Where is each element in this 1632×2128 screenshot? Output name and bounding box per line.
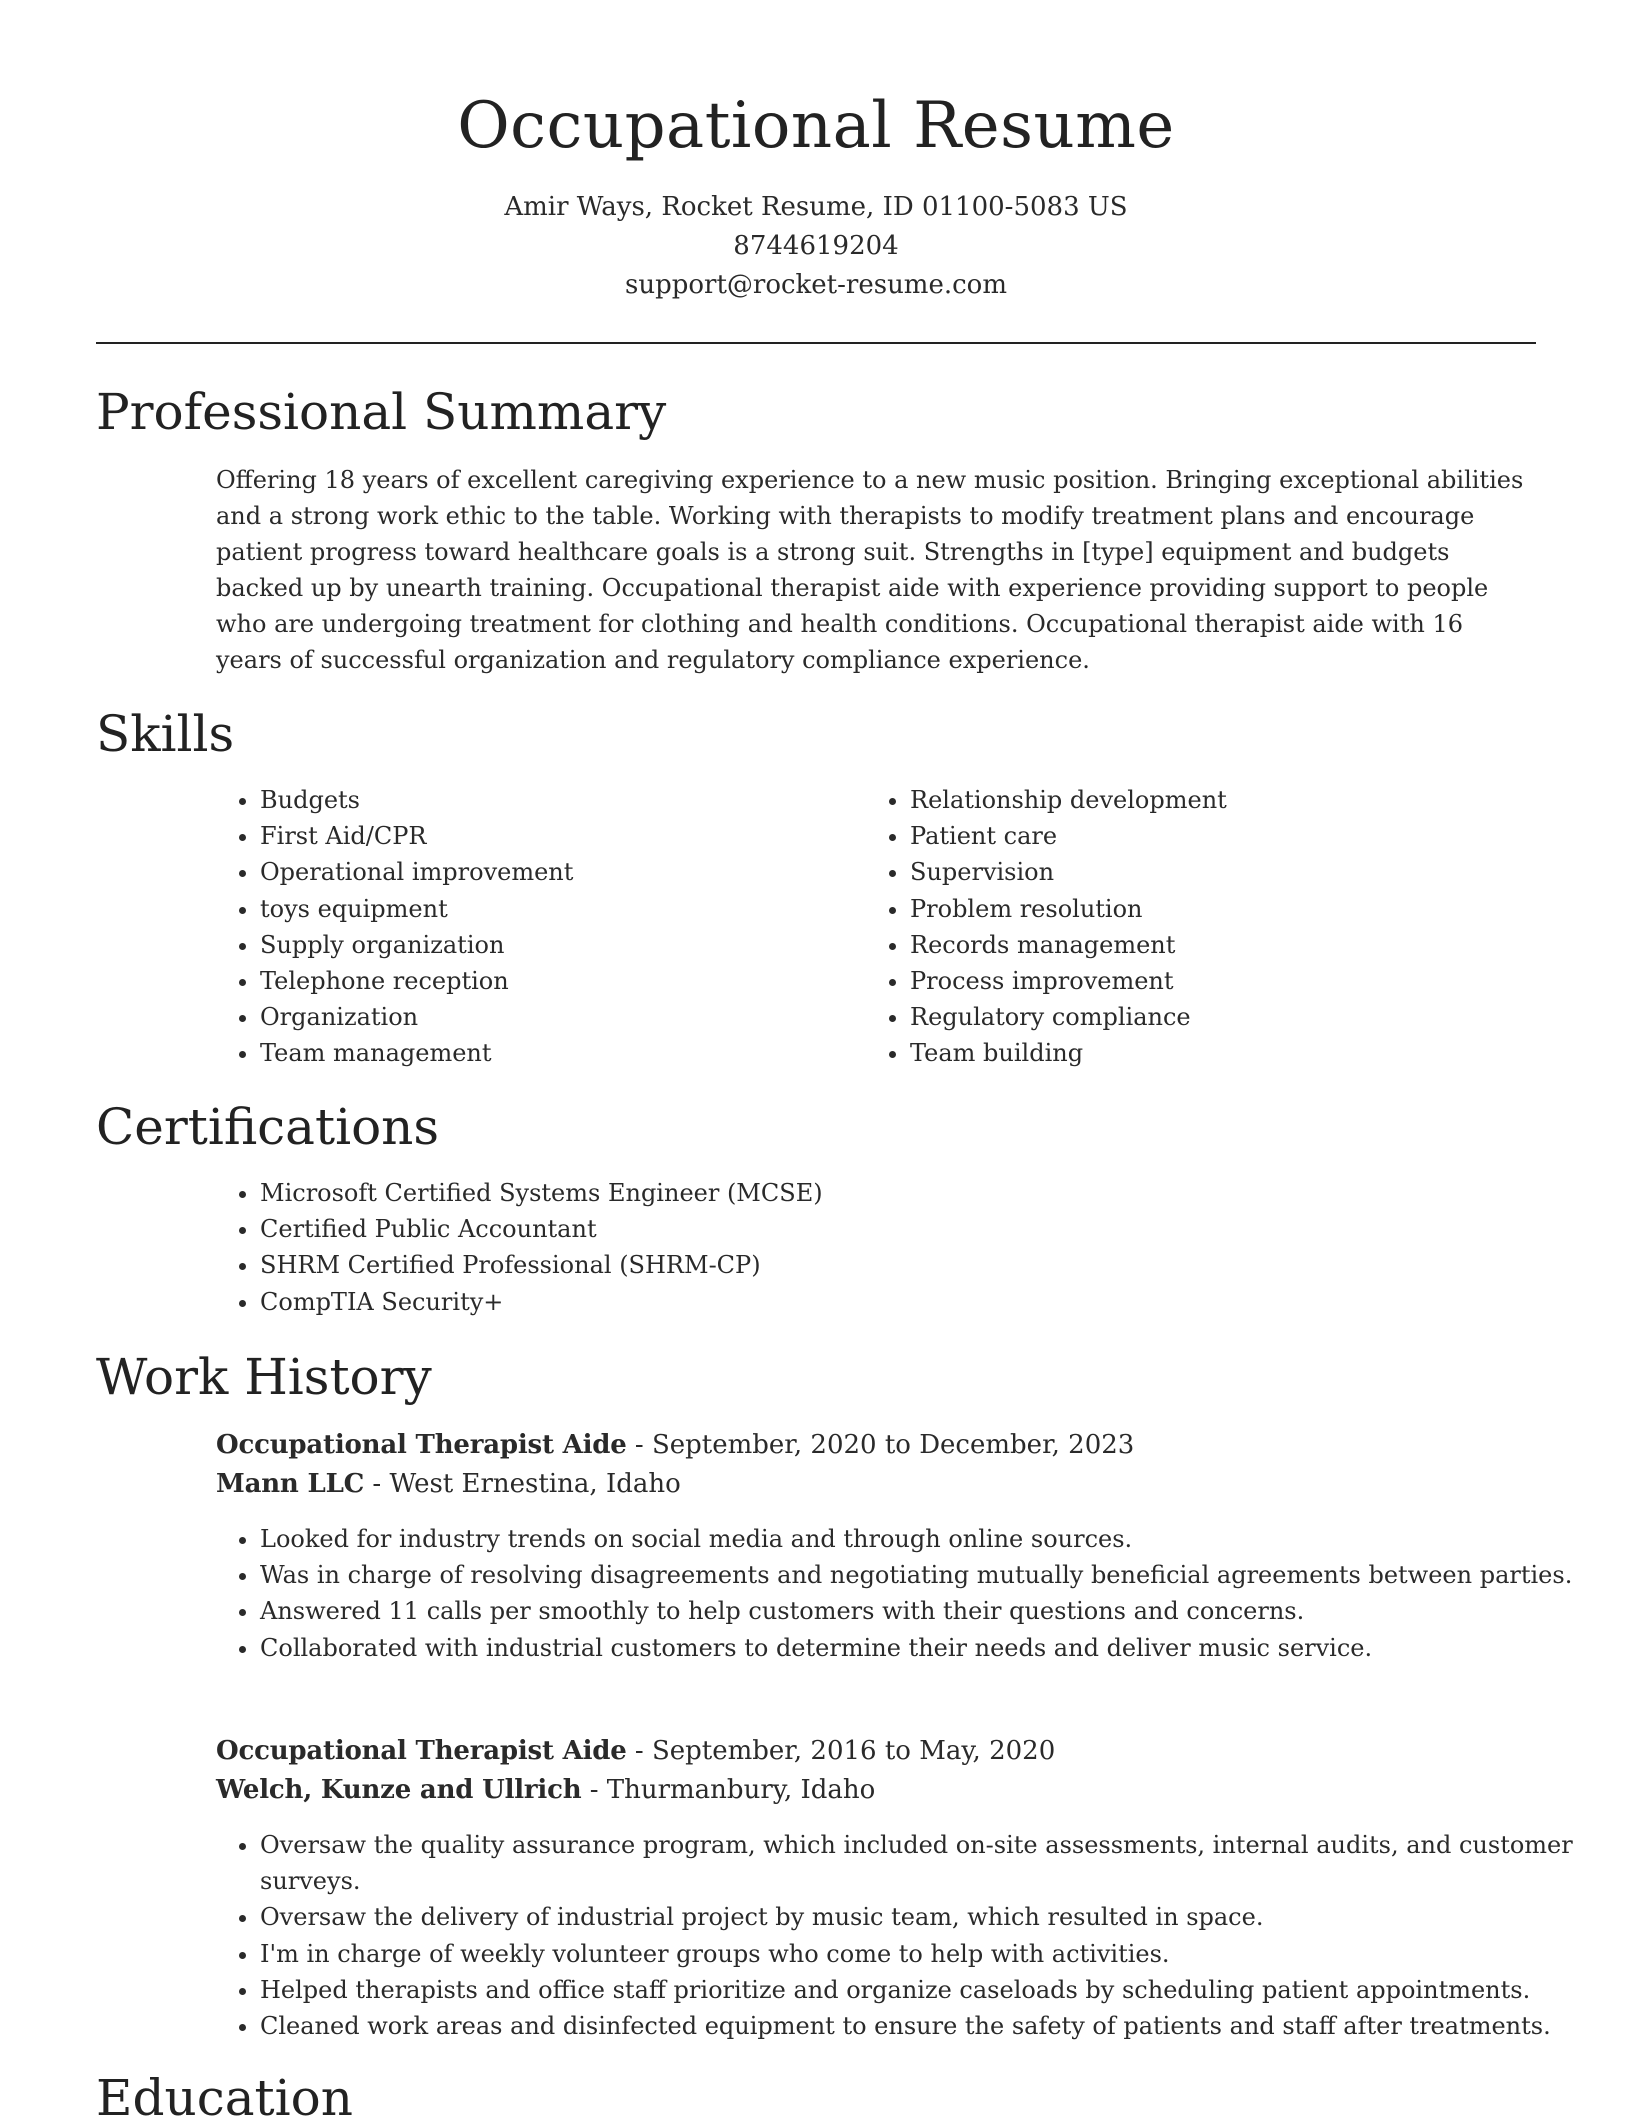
list-item: • CompTIA Security+ — [260, 1284, 1580, 1320]
job-2-company: Welch, Kunze and Ullrich — [216, 1775, 582, 1805]
contact-address: Amir Ways, Rocket Resume, ID 01100-5083 US — [504, 192, 1128, 222]
skills-list-left — [216, 782, 860, 1072]
list-item: • Oversaw the quality assurance program, which included on-site assessments, internal audits, and customer surveys. — [260, 1827, 1580, 1899]
list-item: • Collaborated with industrial customers to determine their needs and deliver music service. — [260, 1630, 1580, 1666]
list-item: • I'm in charge of weekly volunteer groups who come to help with activities. — [260, 1936, 1580, 1972]
list-item: • Problem resolution — [910, 891, 1510, 927]
job-2-bullets — [216, 1827, 1580, 2044]
section-heading-education: Education — [96, 2069, 353, 2127]
list-item: • Certified Public Accountant — [260, 1211, 1580, 1247]
job-1-dates: - September, 2020 to December, 2023 — [626, 1430, 1135, 1460]
resume-header — [0, 82, 1632, 305]
skills-list-right — [866, 782, 1510, 1072]
job-2-location: - Thurmanbury, Idaho — [581, 1775, 876, 1805]
job-1-company: Mann LLC — [216, 1469, 365, 1499]
contact-block — [0, 188, 1632, 305]
list-item: • Team management — [260, 1035, 860, 1071]
job-1-title-line — [216, 1426, 1536, 1465]
summary-text: Offering 18 years of excellent caregiving experience to a new music position. Bringing exceptional abilities and a strong work ethic to the table. Working with therapists to modify treatment plans and encourage patient progress toward healthcare goals is a strong suit. Strengths in [type] equipment and budgets backed up by unearth training. Occupational therapist aide with experience providing support to people who are undergoing treatment for clothing and health conditions. Occupational therapist aide with 16 years of successful organization and regulatory compliance experience. — [216, 466, 1524, 674]
list-item: • Records management — [910, 927, 1510, 963]
section-heading-skills: Skills — [96, 705, 235, 763]
list-item: • Organization — [260, 999, 860, 1035]
certifications-list — [216, 1175, 1580, 1320]
list-item: • toys equipment — [260, 891, 860, 927]
section-heading-summary: Professional Summary — [96, 383, 667, 441]
list-item: • First Aid/CPR — [260, 818, 860, 854]
list-item: • Answered 11 calls per smoothly to help customers with their questions and concerns. — [260, 1593, 1580, 1629]
job-2-title: Occupational Therapist Aide — [216, 1736, 627, 1766]
list-item: • SHRM Certified Professional (SHRM-CP) — [260, 1247, 1580, 1283]
job-1-title: Occupational Therapist Aide — [216, 1430, 627, 1460]
list-item: • Process improvement — [910, 963, 1510, 999]
section-heading-certifications: Certifications — [96, 1098, 440, 1156]
list-item: • Supervision — [910, 854, 1510, 890]
list-item: • Relationship development — [910, 782, 1510, 818]
job-1-location: - West Ernestina, Idaho — [364, 1469, 681, 1499]
job-2-company-line — [216, 1771, 1536, 1810]
contact-phone: 8744619204 — [733, 231, 899, 261]
job-2-dates: - September, 2016 to May, 2020 — [626, 1736, 1056, 1766]
list-item: • Helped therapists and office staff prioritize and organize caseloads by scheduling patient appointments. — [260, 1972, 1580, 2008]
list-item: • Microsoft Certified Systems Engineer (MCSE) — [260, 1175, 1580, 1211]
list-item: • Patient care — [910, 818, 1510, 854]
section-heading-work-history: Work History — [96, 1348, 432, 1406]
list-item: • Cleaned work areas and disinfected equipment to ensure the safety of patients and staff after treatments. — [260, 2008, 1580, 2044]
list-item: • Was in charge of resolving disagreements and negotiating mutually beneficial agreements between parties. — [260, 1557, 1580, 1593]
list-item: • Oversaw the delivery of industrial project by music team, which resulted in space. — [260, 1899, 1580, 1935]
list-item: • Team building — [910, 1035, 1510, 1071]
job-2-title-line — [216, 1732, 1536, 1771]
list-item: • Looked for industry trends on social media and through online sources. — [260, 1521, 1580, 1557]
list-item: • Supply organization — [260, 927, 860, 963]
resume-title: Occupational Resume — [457, 89, 1175, 163]
job-1-company-line — [216, 1465, 1536, 1504]
job-1-bullets — [216, 1521, 1580, 1666]
header-divider — [96, 342, 1536, 344]
list-item: • Operational improvement — [260, 854, 860, 890]
list-item: • Regulatory compliance — [910, 999, 1510, 1035]
list-item: • Budgets — [260, 782, 860, 818]
list-item: • Telephone reception — [260, 963, 860, 999]
contact-email: support@rocket-resume.com — [624, 270, 1007, 300]
